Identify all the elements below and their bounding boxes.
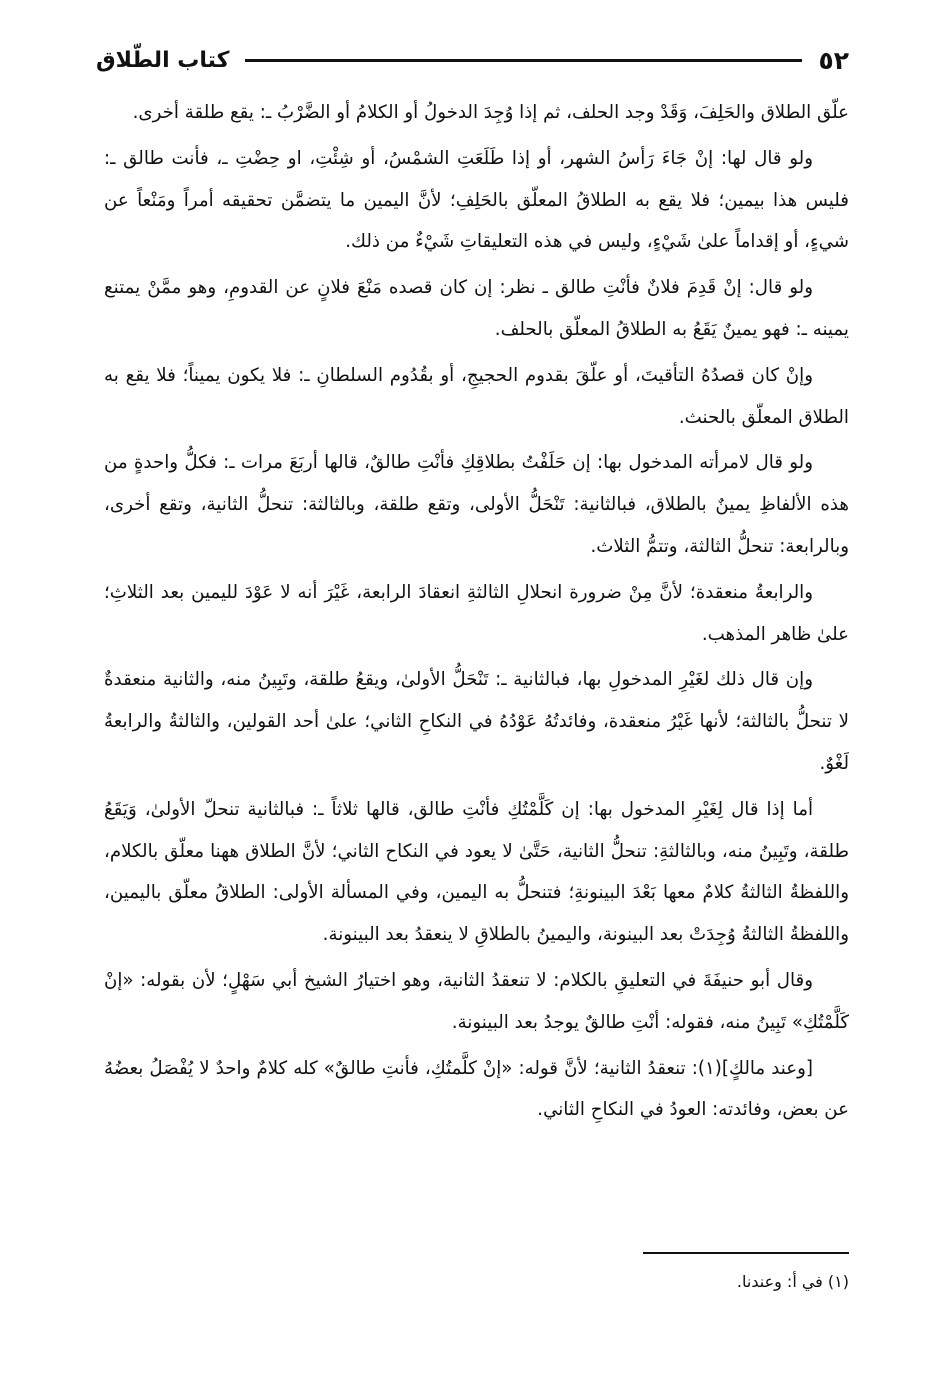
paragraph: ولو قال لها: إنْ جَاءَ رَأسُ الشهر، أو إذا طَلَعَتِ الشمْسُ، أو شِئْتِ، او حِضْتِ ـ، فأنت طالق ـ: فليس هذا بيمين؛ فلا يقع به الطلاقُ المعلّق بالحَلِفِ؛ لأنَّ اليمين ما يتضمَّن تحقيقه أمراً ومَنْعاً عن شيءٍ، أو إقداماً علىٰ شَيْءٍ، وليس في هذه التعليقاتِ شَيْءٌ من ذلك. [104,147,849,253]
footnote: (١) في أ: وعندنا. [736,1272,849,1291]
paragraph: والرابعةُ منعقدة؛ لأنَّ مِنْ ضرورة انحلالِ الثالثةِ انعقادَ الرابعة، غَيْرَ أنه لا عَوْدَ لليمين بعد الثلاثِ؛ علىٰ ظاهر المذهب. [104,581,849,645]
paragraph: وإنْ كان قصدُهُ التأقيتَ، أو علّقَ بقدوم الحجيجِ، أو بقُدُوم السلطانِ ـ: فلا يكون يميناً؛ فلا يقع به الطلاق المعلّق بالحنث. [104,364,849,428]
page-header [96,36,849,84]
book-title: كتاب الطّلاق [96,47,230,73]
page-number: ٥٢ [818,45,849,75]
paragraph: أما إذا قال لِغَيْرِ المدخول بها: إن كَلَّمْتُكِ فأنْتِ طالق، قالها ثلاثاً ـ: فبالثانية تنحلّ الأولىٰ، وَيَقَعُ طلقة، وتَبِينُ منه، وبالثالثةِ: تنحلُّ الثانية، حَتَّىٰ لا يعود في النكاح الثاني؛ لأنَّ الطلاق ههنا معلّق بالكلام، واللفظةُ الثالثةُ كلامٌ معها بَعْدَ البينونةِ؛ فتنحلُّ به اليمين، وفي المسألة الأولى: الطلاقُ معلّق باليمين، واللفظةُ الثالثةُ وُجِدَتْ بعد البينونة، واليمينُ بالطلاقِ لا ينعقدُ بعد البينونة. [104,798,849,946]
paragraph: ولو قال لامرأته المدخول بها: إن حَلَفْتُ بطلاقِكِ فأنْتِ طالقٌ، قالها أربَعَ مرات ـ: فكلُّ واحدةٍ من هذه الألفاظِ يمينٌ بالطلاق، فبالثانية: تَنْحَلُّ الأولى، وتقع طلقة، وبالثالثة: تنحلُّ الثانية، وتقع أخرى، وبالرابعة: تنحلُّ الثالثة، وتتمُّ الثلاث. [104,452,849,557]
paragraph: علّق الطلاق والحَلِفَ، وَقَدْ وجد الحلف، ثم إذا وُجِدَ الدخولُ أو الكلامُ أو الضَّرْبُ ـ: يقع طلقة أخرى. [132,102,849,123]
main-text [104,92,849,1135]
paragraph: وإن قال ذلك لغَيْرِ المدخولِ بها، فبالثانية ـ: تَنْحَلُّ الأولىٰ، ويقعُ طلقة، وتَبِينُ منه، والثانية منعقدةٌ لا تنحلُّ بالثالثة؛ لأنها غَيْرُ منعقدة، وفائدتُهُ عَوْدُهُ في النكاحِ الثاني؛ علىٰ أحد القولين، والثالثةُ والرابعةُ لَغْوٌ. [104,669,849,774]
header-rule [245,59,802,62]
paragraph: ولو قال: إنْ قَدِمَ فلانٌ فأنْتِ طالق ـ نظر: إن كان قصده مَنْعَ فلانٍ عن القدومِ، وهو ممَّنْ يمتنع يمينه ـ: فهو يمينٌ يَقَعُ به الطلاقُ المعلّق بالحلف. [104,277,849,340]
paragraph: وقال أبو حنيفَةَ في التعليقِ بالكلام: لا تنعقدُ الثانية، وهو اختيارُ الشيخ أبي سَهْلٍ؛ لأن بقوله: «إنْ كَلَّمْتُكِ» تَبِينُ منه، فقوله: أنْتِ طالقٌ يوجدُ بعد البينونة. [104,969,849,1033]
paragraph: [وعند مالكٍ](١): تنعقدُ الثانية؛ لأنَّ قوله: «إنْ كلَّمتُكِ، فأنتِ طالقٌ» كله كلامٌ واحدٌ لا يُفْصَلُ بعضُهُ عن بعض، وفائدته: العودُ في النكاحِ الثاني. [104,1057,849,1121]
footnote-divider [643,1252,849,1254]
